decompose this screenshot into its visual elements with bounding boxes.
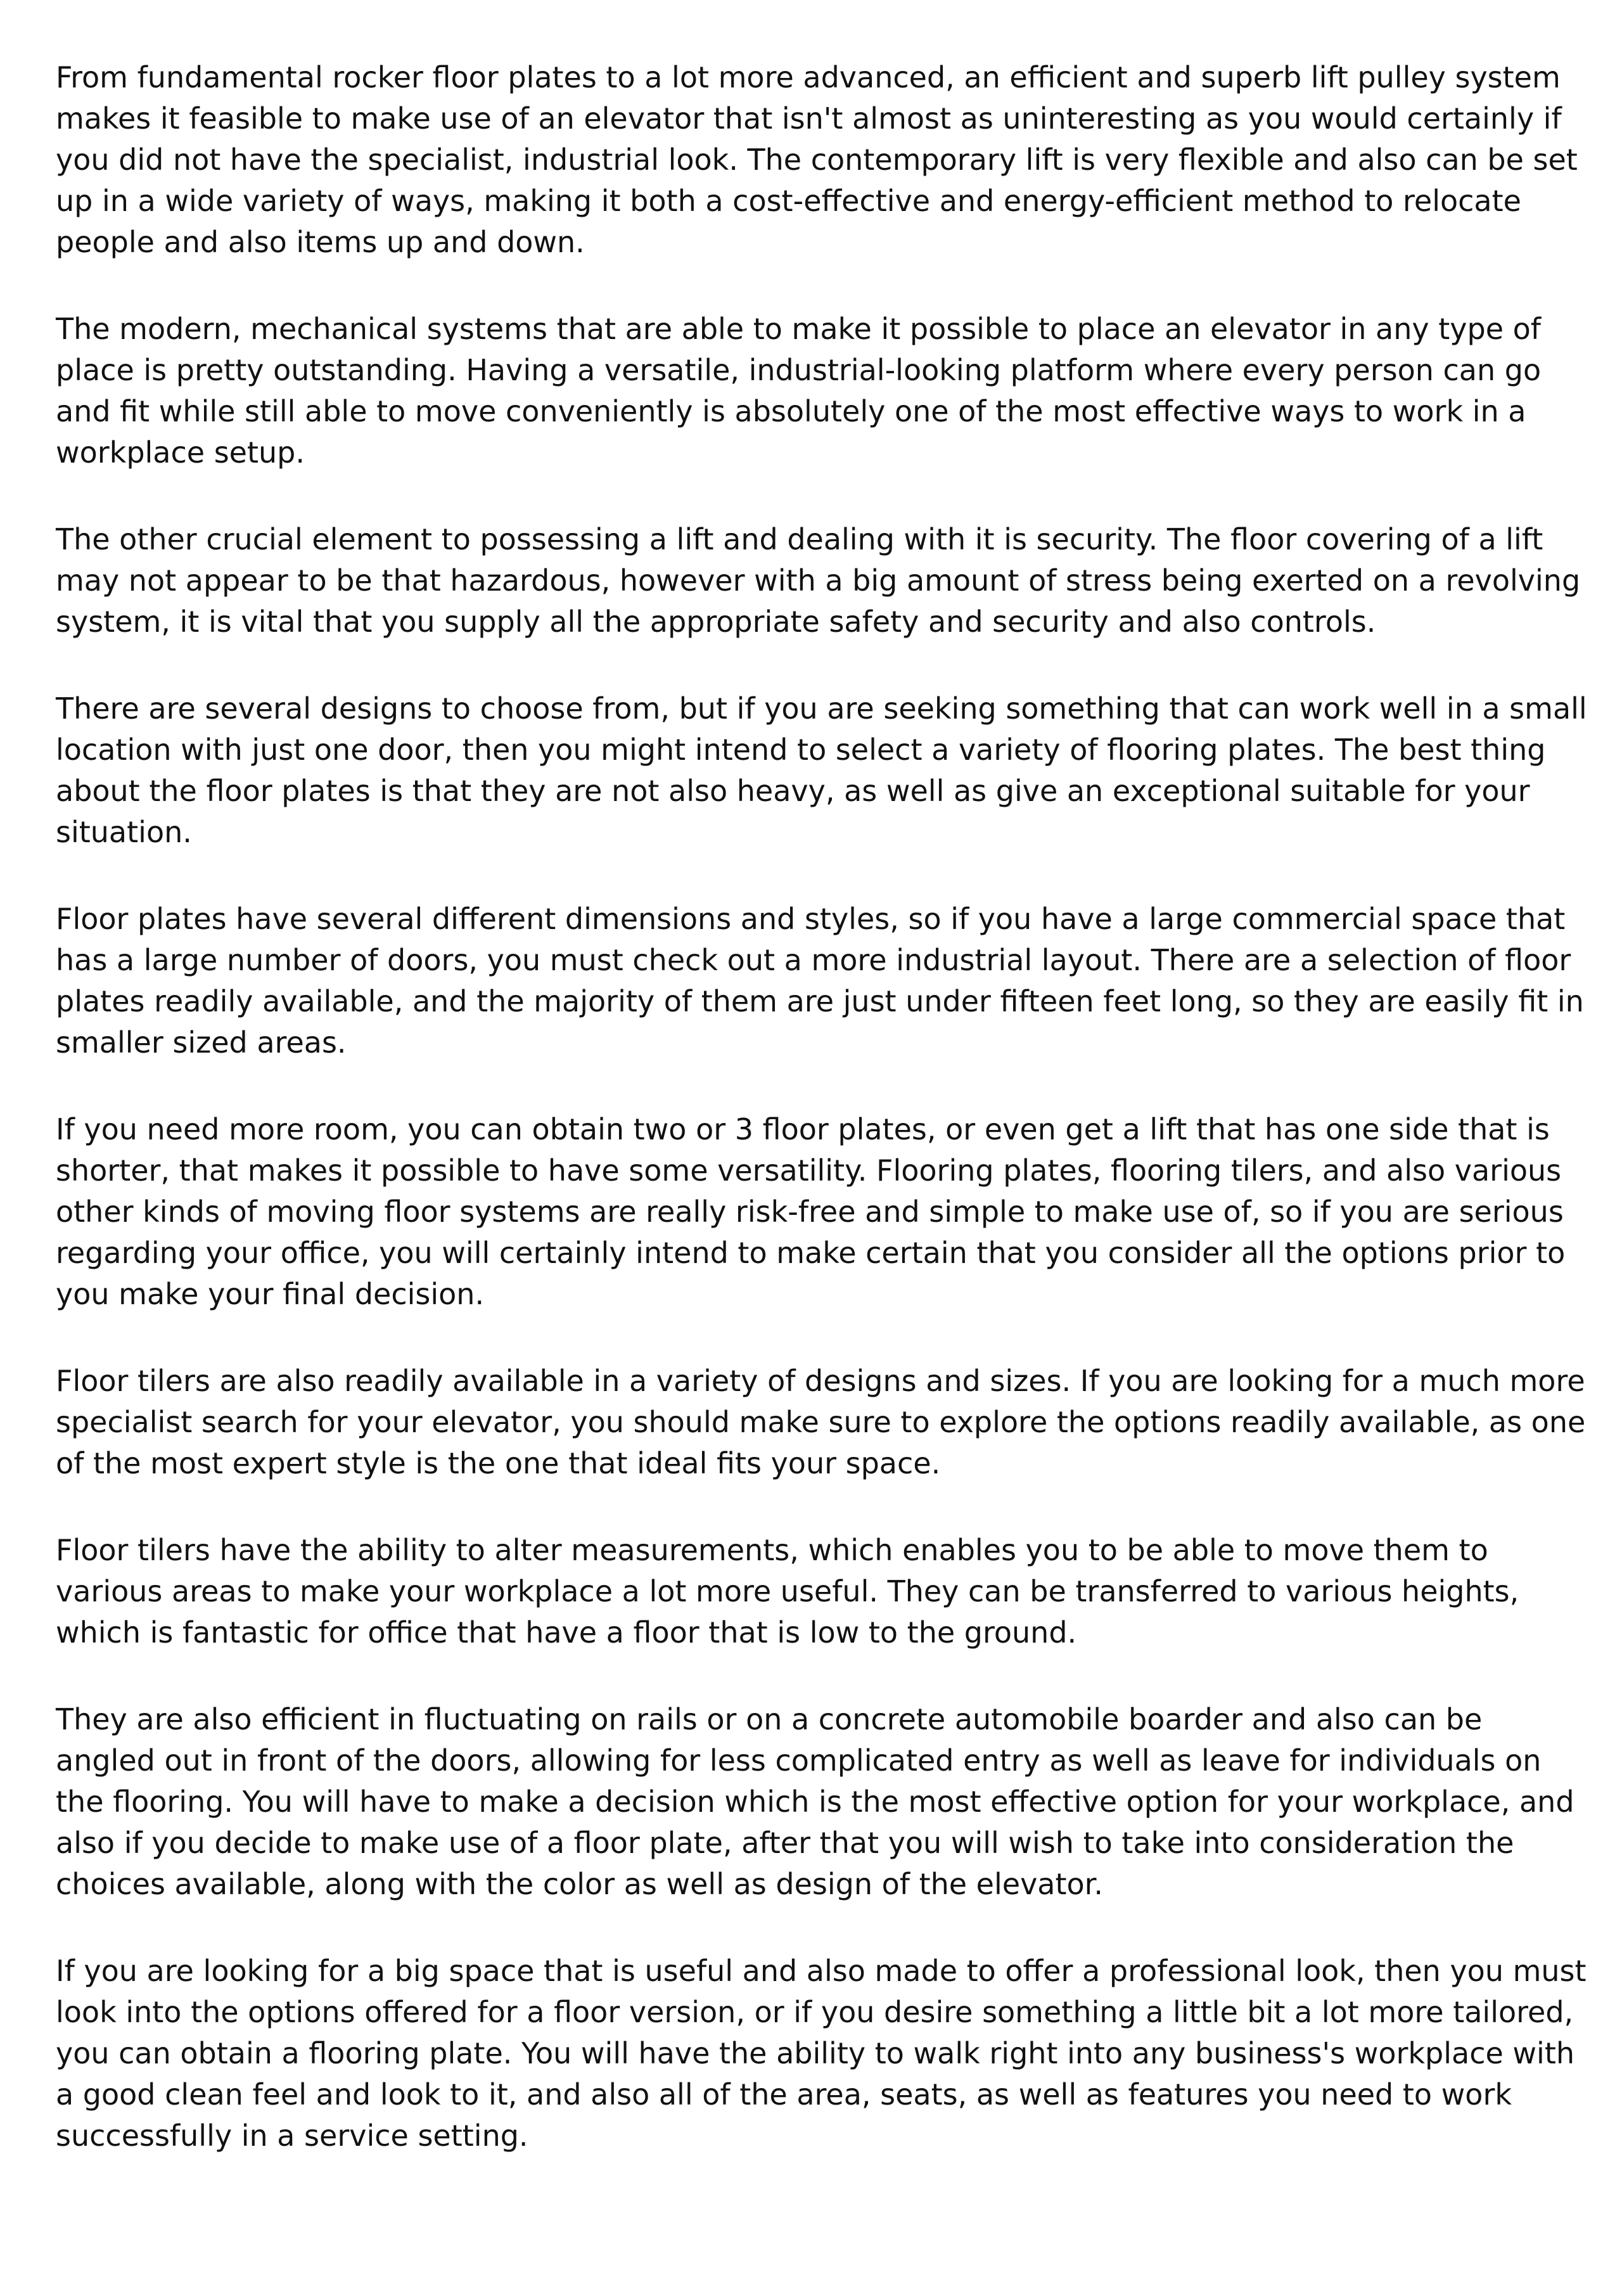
paragraph-7: Floor tilers are also readily available in a variety of designs and sizes. If you are looking for a much more specialist search for your elevator, you should make sure to explore the options readily available, as one of the most expert style is the one that ideal fits your space. xyxy=(56,1364,1586,1480)
paragraph-5: Floor plates have several different dimensions and styles, so if you have a large commercial space that has a large number of doors, you must check out a more industrial layout. There are a selection of floor plates readily available, and the majority of them are just under fifteen feet long, so they are easily fit in smaller sized areas. xyxy=(56,902,1584,1060)
paragraph-3: The other crucial element to possessing a lift and dealing with it is security. The floor covering of a lift may not appear to be that hazardous, however with a big amount of stress being exerted on a revolving system, it is vital that you supply all the appropriate safety and security and also controls. xyxy=(56,522,1581,639)
document-body xyxy=(56,57,1589,2157)
paragraph-1: From fundamental rocker floor plates to a lot more advanced, an efficient and superb lift pulley system makes it feasible to make use of an elevator that isn't almost as uninteresting as you would certainly if you did not have the specialist, industrial look. The contemporary lift is very flexible and also can be set up in a wide variety of ways, making it both a cost-effective and energy-efficient method to relocate people and also items up and down. xyxy=(56,60,1578,259)
paragraph-6: If you need more room, you can obtain two or 3 floor plates, or even get a lift that has one side that is shorter, that makes it possible to have some versatility. Flooring plates, flooring tilers, and also various other kinds of moving floor systems are really risk-free and simple to make use of, so if you are serious regarding your office, you will certainly intend to make certain that you consider all the options prior to you make your final decision. xyxy=(56,1112,1566,1311)
paragraph-4: There are several designs to choose from, but if you are seeking something that can work well in a small location with just one door, then you might intend to select a variety of flooring plates. The best thing about the floor plates is that they are not also heavy, as well as give an exceptional suitable for your situation. xyxy=(56,691,1587,849)
paragraph-2: The modern, mechanical systems that are able to make it possible to place an elevator in any type of place is pretty outstanding. Having a versatile, industrial-looking platform where every person can go and fit while still able to move conveniently is absolutely one of the most effective ways to work in a workplace setup. xyxy=(56,312,1542,470)
paragraph-8: Floor tilers have the ability to alter measurements, which enables you to be able to move them to various areas to make your workplace a lot more useful. They can be transferred to various heights, which is fantastic for office that have a floor that is low to the ground. xyxy=(56,1533,1519,1650)
paragraph-9: They are also efficient in fluctuating on rails or on a concrete automobile boarder and also can be angled out in front of the doors, allowing for less complicated entry as well as leave for individuals on the flooring. You will have to make a decision which is the most effective option for your workplace, and also if you decide to make use of a floor plate, after that you will wish to take into consideration the choices available, along with the color as well as design of the elevator. xyxy=(56,1702,1574,1901)
paragraph-10: If you are looking for a big space that is useful and also made to offer a professional look, then you must look into the options offered for a floor version, or if you desire something a little bit a lot more tailored, you can obtain a flooring plate. You will have the ability to walk right into any business's workplace with a good clean feel and look to it, and also all of the area, seats, as well as features you need to work successfully in a service setting. xyxy=(56,1954,1587,2153)
